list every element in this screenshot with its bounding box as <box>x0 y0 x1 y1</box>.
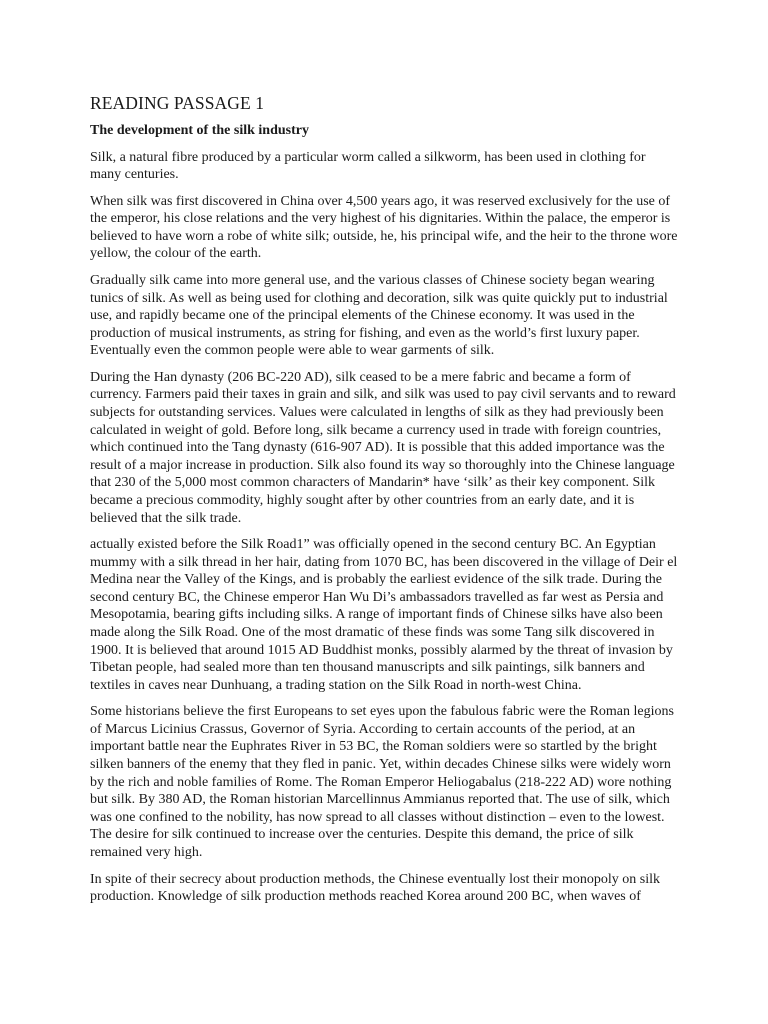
paragraph-romans: Some historians believe the first Europeans to set eyes upon the fabulous fabric were the Roman legions of Marcus Licinius Crassus, Governor of Syria. According to certain accounts of the period, at an important battle near the Euphrates River in 53 BC, the Roman soldiers were so startled by the bright silken banners of the enemy that they fled in panic. Yet, within decades Chinese silks were widely worn by the rich and noble families of Rome. The Roman Emperor Heliogabalus (218-222 AD) wore nothing but silk. By 380 AD, the Roman historian Marcellinnus Ammianus reported that. The use of silk, which was one confined to the nobility, has now spread to all classes without distinction – even to the lowest. The desire for silk continued to increase over the centuries. Despite this demand, the price of silk remained very high. <box>90 704 674 861</box>
paragraph-monopoly: In spite of their secrecy about production methods, the Chinese eventually lost their monopoly on silk production. Knowledge of silk production methods reached Korea around 200 BC, when waves of <box>90 871 660 905</box>
passage-heading: READING PASSAGE 1 <box>90 93 265 113</box>
passage-title: The development of the silk industry <box>90 123 309 138</box>
paragraph-general-use: Gradually silk came into more general use, and the various classes of Chinese society began wearing tunics of silk. As well as being used for clothing and decoration, silk was quite quickly put to industrial use, and rapidly became one of the principal elements of the Chinese economy. It was used in the production of musical instruments, as string for fishing, and even as the world’s first luxury paper. Eventually even the common people were able to wear garments of silk. <box>90 272 668 359</box>
paragraph-intro: Silk, a natural fibre produced by a particular worm called a silkworm, has been used in clothing for many centuries. <box>90 149 646 183</box>
document-page <box>90 92 680 915</box>
paragraph-discovery: When silk was first discovered in China over 4,500 years ago, it was reserved exclusively for the use of the emperor, his close relations and the very highest of his dignitaries. Within the palace, the emperor is believed to have worn a robe of white silk; outside, he, his principal wife, and the heir to the throne wore yellow, the colour of the earth. <box>90 193 678 262</box>
paragraph-silk-road: actually existed before the Silk Road1” was officially opened in the second century BC. An Egyptian mummy with a silk thread in her hair, dating from 1070 BC, has been discovered in the village of Deir el Medina near the Valley of the Kings, and is probably the earliest evidence of the silk trade. During the second century BC, the Chinese emperor Han Wu Di’s ambassadors travelled as far west as Persia and Mesopotamia, bearing gifts including silks. A range of important finds of Chinese silks have also been made along the Silk Road. One of the most dramatic of these finds was some Tang silk discovered in 1900. It is believed that around 1015 AD Buddhist monks, possibly alarmed by the threat of invasion by Tibetan people, had sealed more than ten thousand manuscripts and silk paintings, silk banners and textiles in caves near Dunhuang, a trading station on the Silk Road in north-west China. <box>90 537 678 693</box>
paragraph-han-dynasty: During the Han dynasty (206 BC-220 AD), silk ceased to be a mere fabric and became a form of currency. Farmers paid their taxes in grain and silk, and silk was used to pay civil servants and to reward subjects for outstanding services. Values were calculated in lengths of silk as they had previously been calculated in weight of gold. Before long, silk became a currency used in trade with foreign countries, which continued into the Tang dynasty (616-907 AD). It is possible that this added importance was the result of a major increase in production. Silk also found its way so thoroughly into the Chinese language that 230 of the 5,000 most common characters of Mandarin* have ‘silk’ as their key component. Silk became a precious commodity, highly sought after by other countries from an early date, and it is believed that the silk trade. <box>90 369 676 526</box>
